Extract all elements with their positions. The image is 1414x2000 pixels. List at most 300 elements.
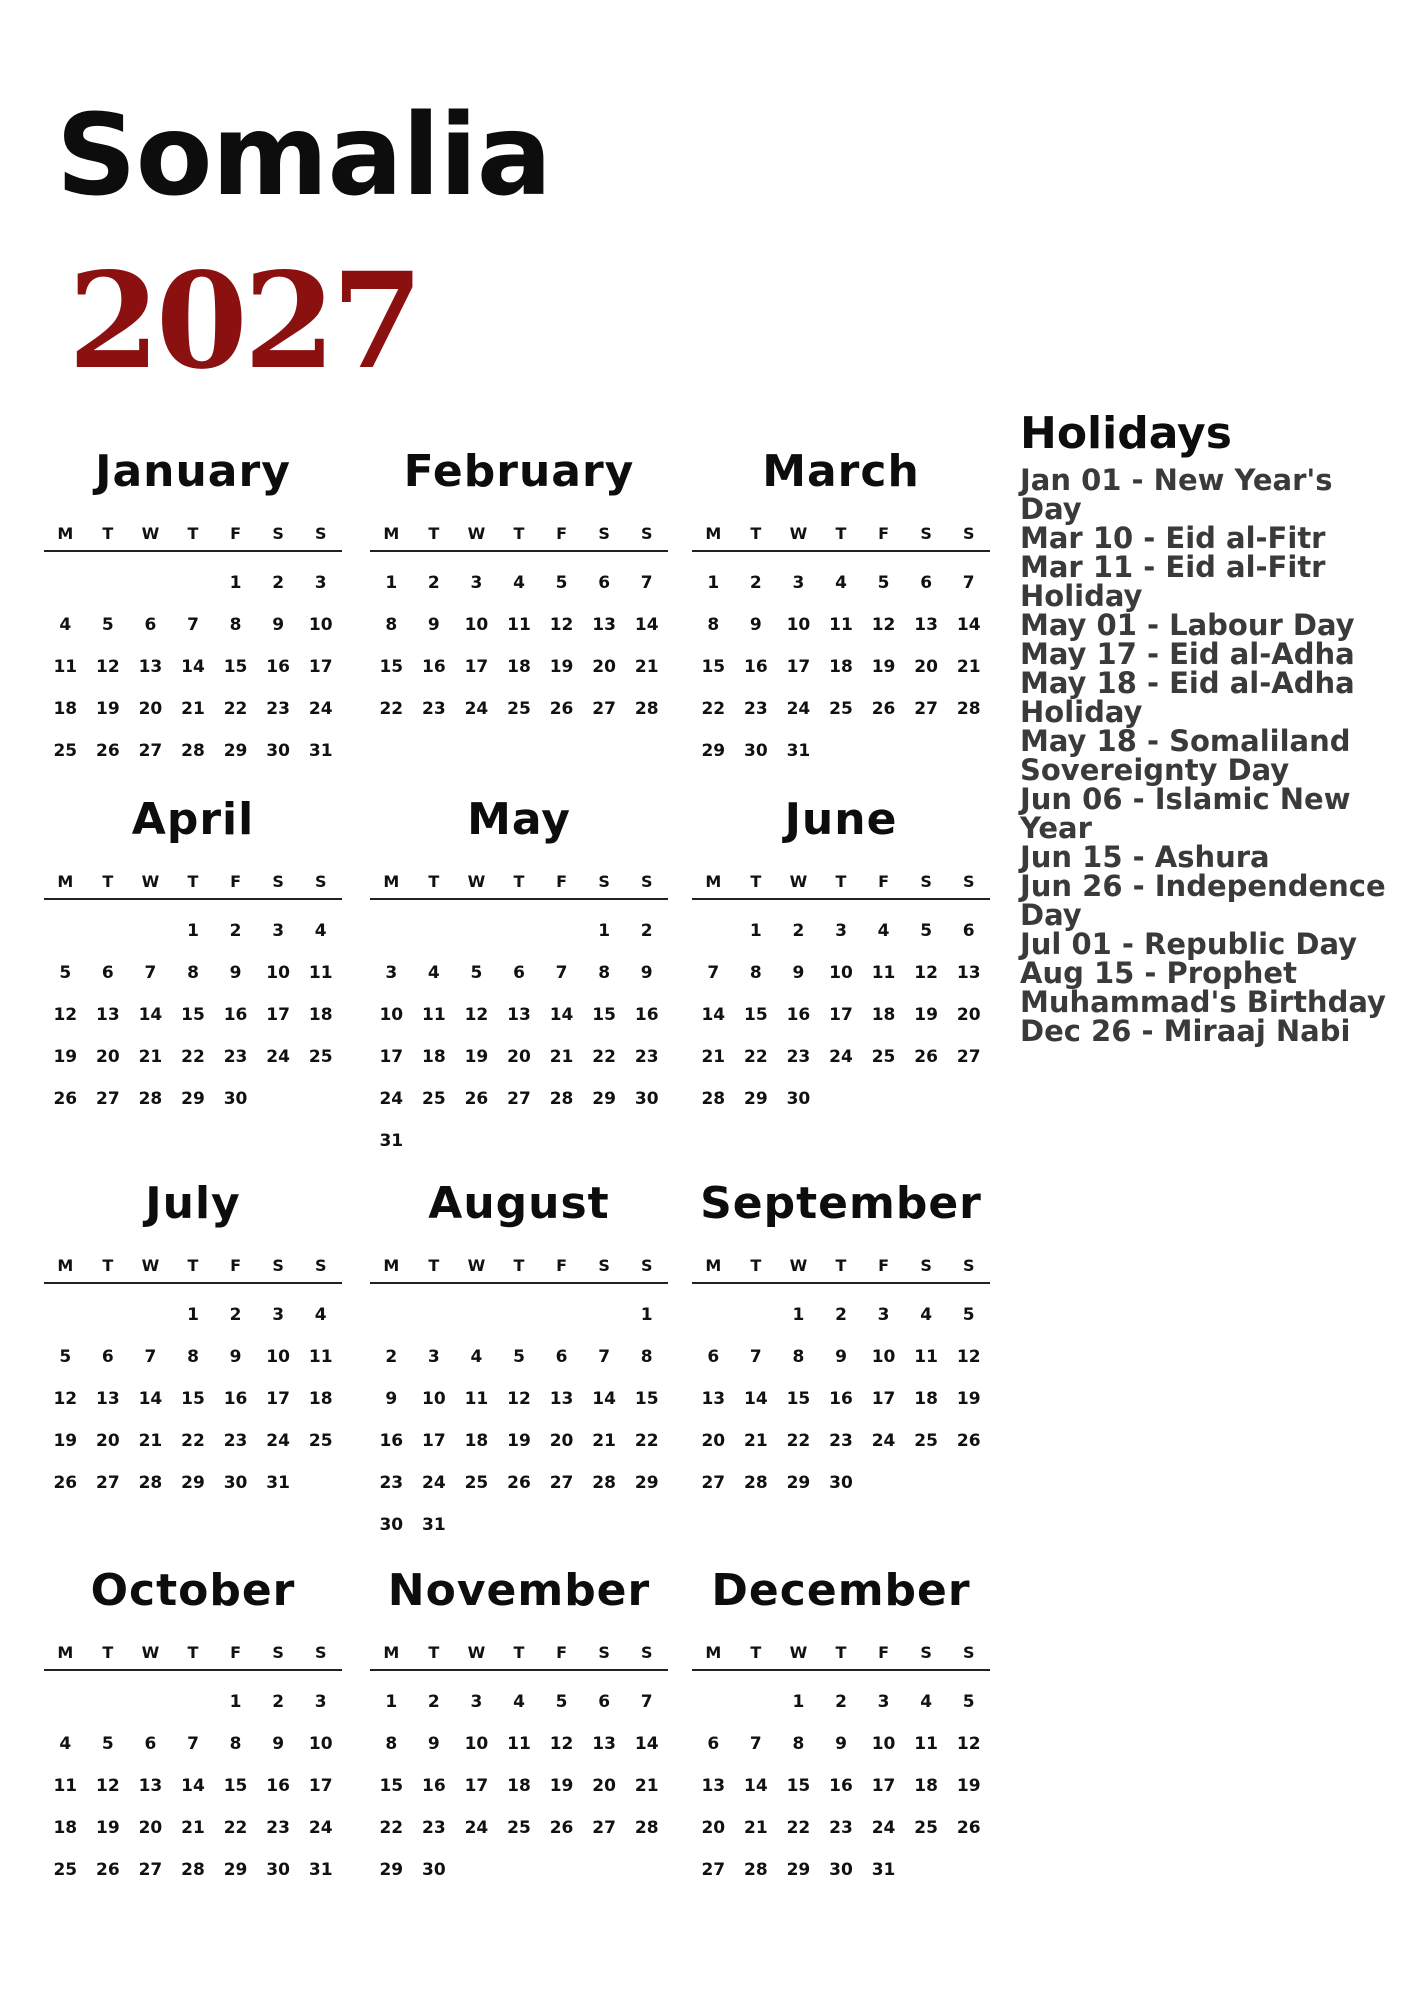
weekday-label: T xyxy=(428,1256,440,1275)
holiday-item: Jun 26 - Independence Day xyxy=(1020,869,1386,932)
day-cell: 12 xyxy=(507,1389,531,1409)
day-cell: 15 xyxy=(744,1005,768,1025)
holiday-item: Dec 26 - Miraaj Nabi xyxy=(1020,1014,1351,1048)
day-cell: 8 xyxy=(187,963,199,983)
day-cell: 10 xyxy=(379,1005,404,1025)
weekday-label: T xyxy=(513,1256,525,1275)
day-cell: 24 xyxy=(308,699,333,719)
day-cell: 12 xyxy=(871,615,896,635)
day-cell: 16 xyxy=(379,1431,404,1451)
day-cell: 25 xyxy=(422,1089,446,1109)
day-cell: 20 xyxy=(592,1776,616,1796)
weekday-label: S xyxy=(314,872,327,891)
day-cell: 13 xyxy=(592,1734,616,1754)
weekday-label: T xyxy=(835,872,847,891)
day-cell: 3 xyxy=(877,1692,890,1712)
day-cell: 23 xyxy=(744,699,768,719)
day-cell: 6 xyxy=(513,963,525,983)
day-cell: 27 xyxy=(914,699,938,719)
day-cell: 22 xyxy=(701,699,726,719)
weekday-label: M xyxy=(705,1256,722,1275)
day-cell: 22 xyxy=(379,699,404,719)
day-cell: 7 xyxy=(749,1347,762,1367)
day-cell: 31 xyxy=(308,741,333,761)
day-cell: 20 xyxy=(549,1431,574,1451)
day-cell: 16 xyxy=(422,1776,446,1796)
empty-day-cell xyxy=(370,1294,413,1336)
weekday-label: S xyxy=(962,524,975,543)
day-cell: 11 xyxy=(308,963,333,983)
weekday-label: T xyxy=(835,1643,847,1662)
day-cell: 9 xyxy=(640,963,653,983)
day-cell: 21 xyxy=(634,657,659,677)
empty-day-cell xyxy=(413,910,456,952)
day-cell: 17 xyxy=(379,1047,404,1067)
day-cell: 14 xyxy=(138,1389,163,1409)
day-cell: 5 xyxy=(962,1305,975,1325)
empty-day-cell xyxy=(129,1681,172,1723)
day-cell: 23 xyxy=(223,1047,248,1067)
day-cell: 7 xyxy=(749,1734,762,1754)
day-cell: 29 xyxy=(744,1089,768,1109)
weekday-label: S xyxy=(598,872,610,891)
day-cell: 23 xyxy=(422,699,446,719)
day-cell: 3 xyxy=(470,1692,483,1712)
weekday-label: T xyxy=(187,524,199,543)
day-cell: 9 xyxy=(792,963,805,983)
weekday-label: F xyxy=(230,1643,242,1662)
weekday-label: W xyxy=(789,1256,808,1275)
day-cell: 14 xyxy=(634,615,659,635)
weekday-header xyxy=(692,1250,990,1284)
day-cell: 17 xyxy=(464,1776,489,1796)
day-cell: 6 xyxy=(598,573,611,593)
day-cell: 19 xyxy=(507,1431,531,1451)
weekday-label: S xyxy=(640,524,653,543)
empty-day-cell xyxy=(87,910,130,952)
day-cell: 2 xyxy=(427,1692,440,1712)
day-cell: 29 xyxy=(223,741,248,761)
day-cell: 11 xyxy=(53,1776,78,1796)
day-cell: 4 xyxy=(920,1305,933,1325)
day-cell: 27 xyxy=(701,1860,726,1880)
day-cell: 4 xyxy=(59,1734,72,1754)
day-cell: 7 xyxy=(144,1347,157,1367)
empty-day-cell xyxy=(87,1681,130,1723)
month-name: October xyxy=(90,1565,296,1616)
day-cell: 23 xyxy=(379,1473,404,1493)
day-cell: 29 xyxy=(701,741,726,761)
day-cell: 26 xyxy=(507,1473,531,1493)
day-cell: 4 xyxy=(427,963,440,983)
day-cell: 7 xyxy=(962,573,975,593)
day-cell: 26 xyxy=(96,1860,120,1880)
weekday-label: W xyxy=(141,524,160,543)
weekday-header xyxy=(370,518,668,552)
day-cell: 15 xyxy=(379,657,404,677)
day-cell: 1 xyxy=(229,573,242,593)
weekday-label: W xyxy=(141,1256,160,1275)
day-cell: 14 xyxy=(592,1389,616,1409)
empty-day-cell xyxy=(735,1681,778,1723)
day-cell: 24 xyxy=(464,699,489,719)
day-cell: 7 xyxy=(144,963,157,983)
weekday-label: M xyxy=(383,1643,400,1662)
weekday-label: M xyxy=(383,872,400,891)
weekday-label: M xyxy=(57,1643,74,1662)
day-cell: 6 xyxy=(144,615,157,635)
empty-day-cell xyxy=(498,910,541,952)
day-cell: 6 xyxy=(144,1734,157,1754)
day-cell: 5 xyxy=(962,1692,975,1712)
weekday-label: M xyxy=(705,524,722,543)
weekday-header xyxy=(44,518,342,552)
weekday-label: S xyxy=(598,1256,610,1275)
day-cell: 19 xyxy=(464,1047,489,1067)
weekday-label: F xyxy=(878,1256,890,1275)
day-cell: 13 xyxy=(96,1005,120,1025)
day-cell: 4 xyxy=(314,921,327,941)
day-cell: 20 xyxy=(592,657,616,677)
day-cell: 20 xyxy=(138,1818,163,1838)
day-cell: 4 xyxy=(835,573,847,593)
weekday-label: T xyxy=(102,872,114,891)
weekday-label: S xyxy=(640,872,653,891)
day-cell: 8 xyxy=(598,963,611,983)
day-cell: 18 xyxy=(308,1389,333,1409)
day-cell: 27 xyxy=(956,1047,981,1067)
day-cell: 5 xyxy=(101,615,114,635)
weekday-label: S xyxy=(920,524,932,543)
day-cell: 16 xyxy=(829,1389,853,1409)
day-cell: 27 xyxy=(549,1473,574,1493)
weekday-label: W xyxy=(467,524,486,543)
day-cell: 5 xyxy=(470,963,483,983)
day-cell: 9 xyxy=(229,1347,242,1367)
weekday-label: T xyxy=(102,1643,114,1662)
day-cell: 15 xyxy=(634,1389,659,1409)
day-grid xyxy=(692,910,990,1120)
day-cell: 22 xyxy=(181,1047,205,1067)
holiday-item: Jul 01 - Republic Day xyxy=(1020,927,1358,961)
weekday-label: S xyxy=(598,524,610,543)
day-grid xyxy=(370,1681,668,1891)
day-cell: 30 xyxy=(786,1089,811,1109)
day-cell: 14 xyxy=(634,1734,659,1754)
month-october xyxy=(44,1565,342,1891)
weekday-label: S xyxy=(920,1256,932,1275)
year-title: 2027 xyxy=(68,244,420,399)
day-cell: 10 xyxy=(422,1389,446,1409)
weekday-label: F xyxy=(230,872,242,891)
day-cell: 17 xyxy=(829,1005,853,1025)
month-name: April xyxy=(131,794,255,845)
day-cell: 6 xyxy=(920,573,933,593)
day-cell: 30 xyxy=(223,1089,248,1109)
day-cell: 20 xyxy=(507,1047,531,1067)
day-cell: 12 xyxy=(914,963,938,983)
day-cell: 16 xyxy=(786,1005,811,1025)
empty-day-cell xyxy=(413,1294,456,1336)
weekday-label: F xyxy=(878,1643,890,1662)
day-cell: 22 xyxy=(634,1431,659,1451)
weekday-label: T xyxy=(513,1643,525,1662)
weekday-label: W xyxy=(467,1256,486,1275)
day-cell: 26 xyxy=(96,741,120,761)
day-cell: 27 xyxy=(96,1473,120,1493)
day-cell: 9 xyxy=(385,1389,398,1409)
day-cell: 12 xyxy=(96,1776,120,1796)
day-cell: 21 xyxy=(181,1818,205,1838)
holiday-item: Mar 10 - Eid al-Fitr xyxy=(1020,521,1326,555)
weekday-label: F xyxy=(556,524,568,543)
day-cell: 7 xyxy=(640,573,653,593)
day-cell: 9 xyxy=(835,1734,847,1754)
day-cell: 25 xyxy=(464,1473,489,1493)
month-name: July xyxy=(145,1178,241,1229)
day-cell: 20 xyxy=(96,1431,120,1451)
day-cell: 29 xyxy=(634,1473,659,1493)
day-grid xyxy=(692,562,990,772)
day-cell: 1 xyxy=(792,1692,805,1712)
empty-day-cell xyxy=(370,910,413,952)
weekday-label: T xyxy=(750,872,762,891)
weekday-label: W xyxy=(789,524,808,543)
day-cell: 19 xyxy=(53,1047,78,1067)
day-cell: 24 xyxy=(786,699,811,719)
day-cell: 12 xyxy=(549,615,574,635)
day-cell: 21 xyxy=(744,1818,768,1838)
day-cell: 5 xyxy=(555,573,568,593)
weekday-label: T xyxy=(102,524,114,543)
day-cell: 1 xyxy=(187,1305,199,1325)
empty-day-cell xyxy=(455,910,498,952)
day-cell: 26 xyxy=(464,1089,489,1109)
day-cell: 25 xyxy=(308,1047,333,1067)
day-cell: 29 xyxy=(379,1860,404,1880)
day-grid xyxy=(44,1294,342,1504)
day-cell: 6 xyxy=(101,963,114,983)
day-cell: 17 xyxy=(786,657,811,677)
day-cell: 11 xyxy=(914,1734,938,1754)
day-cell: 17 xyxy=(266,1389,290,1409)
day-cell: 21 xyxy=(138,1431,163,1451)
weekday-label: F xyxy=(556,872,568,891)
weekday-label: T xyxy=(750,1643,762,1662)
day-cell: 13 xyxy=(914,615,938,635)
day-cell: 14 xyxy=(181,657,205,677)
day-cell: 16 xyxy=(223,1005,248,1025)
day-cell: 30 xyxy=(379,1515,404,1535)
weekday-label: W xyxy=(467,1643,486,1662)
day-cell: 13 xyxy=(701,1776,726,1796)
weekday-label: T xyxy=(428,524,440,543)
day-cell: 3 xyxy=(427,1347,440,1367)
day-cell: 29 xyxy=(786,1860,811,1880)
day-cell: 27 xyxy=(138,741,163,761)
day-cell: 1 xyxy=(707,573,720,593)
day-cell: 26 xyxy=(871,699,896,719)
day-cell: 5 xyxy=(555,1692,568,1712)
day-cell: 18 xyxy=(507,657,531,677)
weekday-label: F xyxy=(556,1643,568,1662)
day-cell: 12 xyxy=(549,1734,574,1754)
empty-day-cell xyxy=(172,562,215,604)
day-cell: 26 xyxy=(549,699,574,719)
empty-day-cell xyxy=(44,562,87,604)
empty-day-cell xyxy=(129,1294,172,1336)
day-cell: 11 xyxy=(507,615,531,635)
day-cell: 19 xyxy=(53,1431,78,1451)
day-cell: 25 xyxy=(914,1431,938,1451)
day-cell: 11 xyxy=(422,1005,446,1025)
day-cell: 3 xyxy=(877,1305,890,1325)
day-cell: 26 xyxy=(549,1818,574,1838)
day-cell: 7 xyxy=(187,1734,199,1754)
empty-day-cell xyxy=(44,1681,87,1723)
day-cell: 31 xyxy=(266,1473,290,1493)
empty-day-cell xyxy=(172,1681,215,1723)
day-cell: 8 xyxy=(707,615,720,635)
weekday-label: M xyxy=(57,872,74,891)
day-cell: 23 xyxy=(829,1431,853,1451)
day-cell: 10 xyxy=(308,1734,333,1754)
day-grid xyxy=(370,1294,668,1546)
weekday-label: S xyxy=(314,524,327,543)
day-cell: 20 xyxy=(701,1431,726,1451)
holiday-item: Mar 11 - Eid al-Fitr Holiday xyxy=(1020,550,1326,613)
weekday-label: F xyxy=(556,1256,568,1275)
day-cell: 4 xyxy=(513,1692,525,1712)
day-cell: 11 xyxy=(914,1347,938,1367)
weekday-label: M xyxy=(383,524,400,543)
day-cell: 18 xyxy=(914,1389,938,1409)
day-cell: 23 xyxy=(266,1818,290,1838)
day-cell: 12 xyxy=(96,657,120,677)
day-cell: 17 xyxy=(308,657,333,677)
weekday-header xyxy=(692,866,990,900)
holiday-item: Jun 06 - Islamic New Year xyxy=(1020,782,1351,845)
month-january xyxy=(44,446,342,772)
day-cell: 3 xyxy=(272,921,285,941)
weekday-label: M xyxy=(57,524,74,543)
day-cell: 3 xyxy=(385,963,398,983)
country-title: Somalia xyxy=(56,91,552,221)
day-cell: 11 xyxy=(829,615,853,635)
weekday-label: M xyxy=(383,1256,400,1275)
day-cell: 8 xyxy=(792,1347,805,1367)
day-cell: 24 xyxy=(379,1089,404,1109)
day-cell: 3 xyxy=(314,1692,327,1712)
day-cell: 19 xyxy=(96,699,120,719)
weekday-label: M xyxy=(705,1643,722,1662)
day-cell: 15 xyxy=(379,1776,404,1796)
day-cell: 17 xyxy=(464,657,489,677)
day-cell: 12 xyxy=(956,1347,981,1367)
day-cell: 1 xyxy=(640,1305,653,1325)
day-cell: 16 xyxy=(829,1776,853,1796)
day-cell: 29 xyxy=(786,1473,811,1493)
day-cell: 4 xyxy=(920,1692,933,1712)
weekday-label: S xyxy=(962,1256,975,1275)
day-cell: 10 xyxy=(266,963,290,983)
day-cell: 28 xyxy=(701,1089,726,1109)
day-grid xyxy=(692,1294,990,1504)
month-name: June xyxy=(784,794,898,845)
day-cell: 26 xyxy=(956,1431,981,1451)
weekday-label: T xyxy=(428,872,440,891)
day-cell: 3 xyxy=(792,573,805,593)
month-name: November xyxy=(387,1565,651,1616)
day-cell: 1 xyxy=(385,1692,398,1712)
day-cell: 26 xyxy=(53,1089,78,1109)
day-cell: 24 xyxy=(871,1818,896,1838)
day-cell: 21 xyxy=(138,1047,163,1067)
day-cell: 2 xyxy=(792,921,805,941)
weekday-label: M xyxy=(705,872,722,891)
day-cell: 9 xyxy=(749,615,762,635)
day-cell: 29 xyxy=(181,1473,205,1493)
day-cell: 12 xyxy=(956,1734,981,1754)
empty-day-cell xyxy=(583,1294,626,1336)
day-cell: 10 xyxy=(871,1347,896,1367)
day-cell: 17 xyxy=(871,1776,896,1796)
day-cell: 22 xyxy=(379,1818,404,1838)
day-cell: 2 xyxy=(835,1305,847,1325)
day-cell: 13 xyxy=(507,1005,531,1025)
day-cell: 31 xyxy=(308,1860,333,1880)
weekday-label: S xyxy=(640,1256,653,1275)
day-grid xyxy=(44,1681,342,1891)
day-cell: 22 xyxy=(223,699,248,719)
weekday-header xyxy=(370,866,668,900)
day-cell: 25 xyxy=(914,1818,938,1838)
day-cell: 31 xyxy=(422,1515,446,1535)
day-cell: 19 xyxy=(914,1005,938,1025)
day-cell: 8 xyxy=(187,1347,199,1367)
day-cell: 30 xyxy=(829,1860,853,1880)
weekday-label: S xyxy=(272,872,284,891)
day-cell: 25 xyxy=(871,1047,896,1067)
day-cell: 18 xyxy=(53,699,78,719)
day-cell: 11 xyxy=(464,1389,489,1409)
day-cell: 16 xyxy=(422,657,446,677)
empty-day-cell xyxy=(87,562,130,604)
day-cell: 2 xyxy=(427,573,440,593)
day-cell: 21 xyxy=(181,699,205,719)
day-cell: 11 xyxy=(871,963,896,983)
day-cell: 8 xyxy=(792,1734,805,1754)
empty-day-cell xyxy=(692,1681,735,1723)
day-cell: 20 xyxy=(701,1818,726,1838)
day-cell: 18 xyxy=(53,1818,78,1838)
day-cell: 25 xyxy=(507,699,531,719)
month-august xyxy=(370,1178,668,1546)
day-cell: 19 xyxy=(871,657,896,677)
month-september xyxy=(692,1178,990,1504)
weekday-header xyxy=(44,1637,342,1671)
day-cell: 21 xyxy=(634,1776,659,1796)
holiday-item: Jan 01 - New Year's Day xyxy=(1020,463,1333,526)
day-cell: 24 xyxy=(308,1818,333,1838)
day-cell: 15 xyxy=(786,1776,811,1796)
day-cell: 18 xyxy=(871,1005,896,1025)
day-cell: 1 xyxy=(385,573,398,593)
day-cell: 19 xyxy=(96,1818,120,1838)
day-cell: 5 xyxy=(513,1347,525,1367)
month-march xyxy=(692,446,990,772)
weekday-label: S xyxy=(920,872,932,891)
